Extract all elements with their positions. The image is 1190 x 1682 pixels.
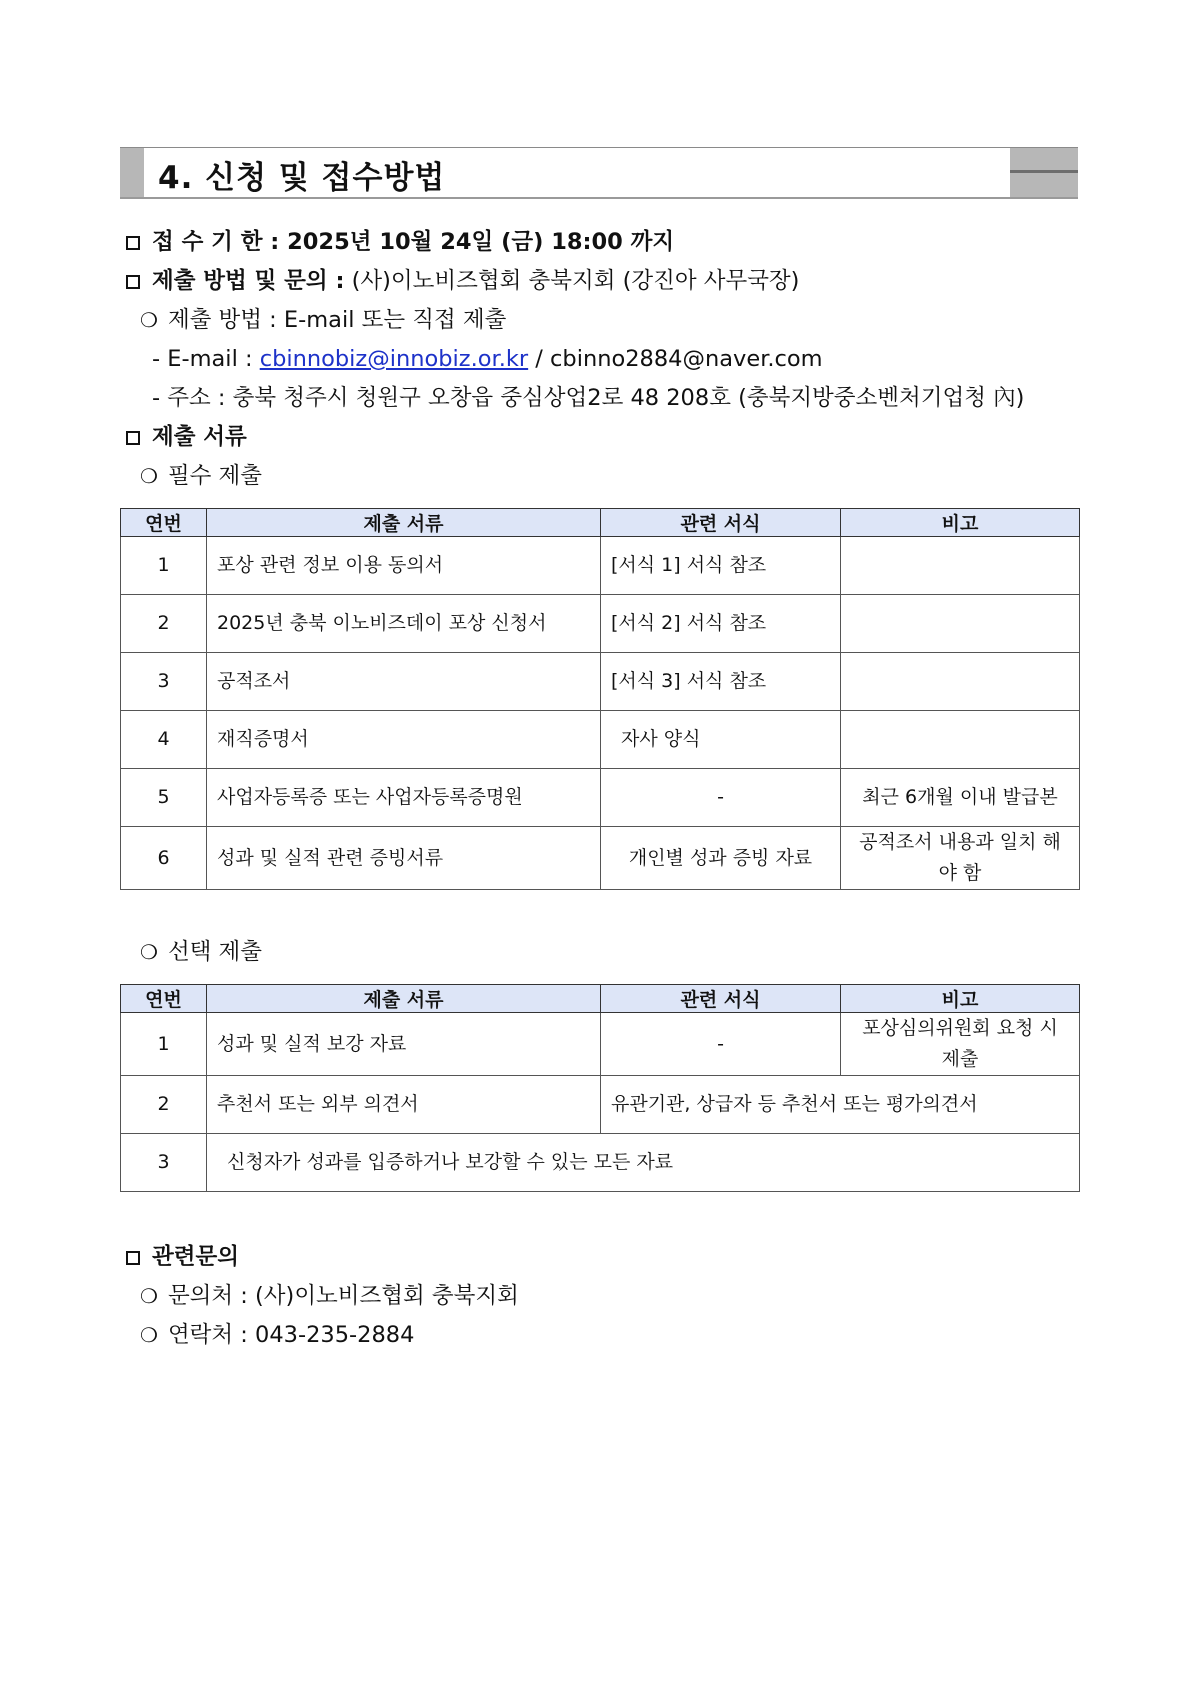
checkbox-square-icon — [126, 1251, 140, 1265]
row-form: 개인별 성과 증빙 자료 — [601, 827, 841, 890]
table-row — [121, 769, 1080, 827]
row-doc: 2025년 충북 이노비즈데이 포상 신청서 — [207, 595, 601, 653]
header-no: 연번 — [121, 509, 207, 537]
submission-label: 제출 방법 및 문의 : — [152, 268, 345, 294]
header-form: 관련 서식 — [601, 509, 841, 537]
header-right-bar — [1010, 148, 1078, 197]
row-doc: 포상 관련 정보 이용 동의서 — [207, 537, 601, 595]
row-form: 유관기관, 상급자 등 추천서 또는 평가의견서 — [601, 1076, 1080, 1134]
circle-bullet-icon: ❍ — [140, 1323, 158, 1347]
row-note — [841, 711, 1080, 769]
header-note: 비고 — [841, 985, 1080, 1013]
circle-bullet-icon: ❍ — [140, 1284, 158, 1308]
row-note: 공적조서 내용과 일치 해야 함 — [841, 827, 1080, 890]
table-row — [121, 827, 1080, 890]
checkbox-square-icon — [126, 275, 140, 289]
circle-bullet-icon: ❍ — [140, 308, 158, 332]
circle-bullet-icon: ❍ — [140, 464, 158, 488]
row-no: 2 — [121, 1076, 207, 1134]
contact-phone-line — [140, 1320, 414, 1350]
row-form: [서식 1] 서식 참조 — [601, 537, 841, 595]
row-no: 4 — [121, 711, 207, 769]
documents-heading — [126, 422, 247, 452]
deadline-line — [126, 227, 674, 257]
row-note — [841, 653, 1080, 711]
row-doc: 재직증명서 — [207, 711, 601, 769]
row-note: 포상심의위원회 요청 시 제출 — [841, 1013, 1080, 1076]
submission-line — [126, 266, 799, 296]
table-row — [121, 1134, 1080, 1192]
submission-org: (사)이노비즈협회 충북지회 (강진아 사무국장) — [351, 268, 800, 294]
required-documents-table — [120, 508, 1080, 890]
row-doc: 공적조서 — [207, 653, 601, 711]
deadline-label: 접 수 기 한 : — [152, 229, 280, 255]
row-doc: 성과 및 실적 보강 자료 — [207, 1013, 601, 1076]
table-header-row — [121, 509, 1080, 537]
row-form: - — [601, 769, 841, 827]
row-note — [841, 537, 1080, 595]
email-prefix: - E-mail : — [152, 346, 260, 372]
table-row — [121, 1013, 1080, 1076]
contact-office-line — [140, 1281, 519, 1311]
row-doc: 신청자가 성과를 입증하거나 보강할 수 있는 모든 자료 — [207, 1134, 1080, 1192]
row-no: 5 — [121, 769, 207, 827]
header-note: 비고 — [841, 509, 1080, 537]
deadline-value: 2025년 10월 24일 (금) 18:00 까지 — [287, 229, 675, 255]
row-no: 1 — [121, 1013, 207, 1076]
row-form: 자사 양식 — [601, 711, 841, 769]
required-label: 필수 제출 — [167, 463, 263, 489]
table-row — [121, 595, 1080, 653]
email-line — [152, 344, 823, 374]
table-header-row — [121, 985, 1080, 1013]
row-doc: 성과 및 실적 관련 증빙서류 — [207, 827, 601, 890]
header-no: 연번 — [121, 985, 207, 1013]
row-no: 3 — [121, 653, 207, 711]
address-line — [152, 383, 1024, 413]
table-row — [121, 1076, 1080, 1134]
optional-documents-table — [120, 984, 1080, 1192]
checkbox-square-icon — [126, 431, 140, 445]
contact-phone: 연락처 : 043-235-2884 — [167, 1322, 415, 1348]
header-form: 관련 서식 — [601, 985, 841, 1013]
circle-bullet-icon: ❍ — [140, 940, 158, 964]
row-no: 1 — [121, 537, 207, 595]
header-left-bar — [120, 148, 144, 197]
row-note: 최근 6개월 이내 발급본 — [841, 769, 1080, 827]
row-form: - — [601, 1013, 841, 1076]
email-secondary: cbinno2884@naver.com — [550, 346, 823, 372]
checkbox-square-icon — [126, 236, 140, 250]
section-title: 4. 신청 및 접수방법 — [158, 160, 446, 196]
row-doc: 추천서 또는 외부 의견서 — [207, 1076, 601, 1134]
table-row — [121, 653, 1080, 711]
required-heading — [140, 461, 262, 491]
method-line — [140, 305, 506, 335]
optional-heading — [140, 937, 262, 967]
email-separator: / — [528, 346, 551, 372]
optional-label: 선택 제출 — [167, 939, 263, 965]
address-text: - 주소 : 충북 청주시 청원구 오창읍 중심상업2로 48 208호 (충북지방중소벤처기업청 內) — [152, 385, 1025, 411]
row-no: 3 — [121, 1134, 207, 1192]
table-row — [121, 537, 1080, 595]
submission-method: 제출 방법 : E-mail 또는 직접 제출 — [167, 307, 507, 333]
contact-label: 관련문의 — [152, 1244, 239, 1270]
row-no: 2 — [121, 595, 207, 653]
row-doc: 사업자등록증 또는 사업자등록증명원 — [207, 769, 601, 827]
row-note — [841, 595, 1080, 653]
contact-heading — [126, 1242, 239, 1272]
header-doc: 제출 서류 — [207, 509, 601, 537]
row-form: [서식 3] 서식 참조 — [601, 653, 841, 711]
row-form: [서식 2] 서식 참조 — [601, 595, 841, 653]
documents-label: 제출 서류 — [152, 424, 247, 450]
contact-office: 문의처 : (사)이노비즈협회 충북지회 — [167, 1283, 519, 1309]
section-header — [120, 147, 1078, 199]
header-doc: 제출 서류 — [207, 985, 601, 1013]
row-no: 6 — [121, 827, 207, 890]
table-row — [121, 711, 1080, 769]
email-link[interactable]: cbinnobiz@innobiz.or.kr — [259, 346, 529, 372]
